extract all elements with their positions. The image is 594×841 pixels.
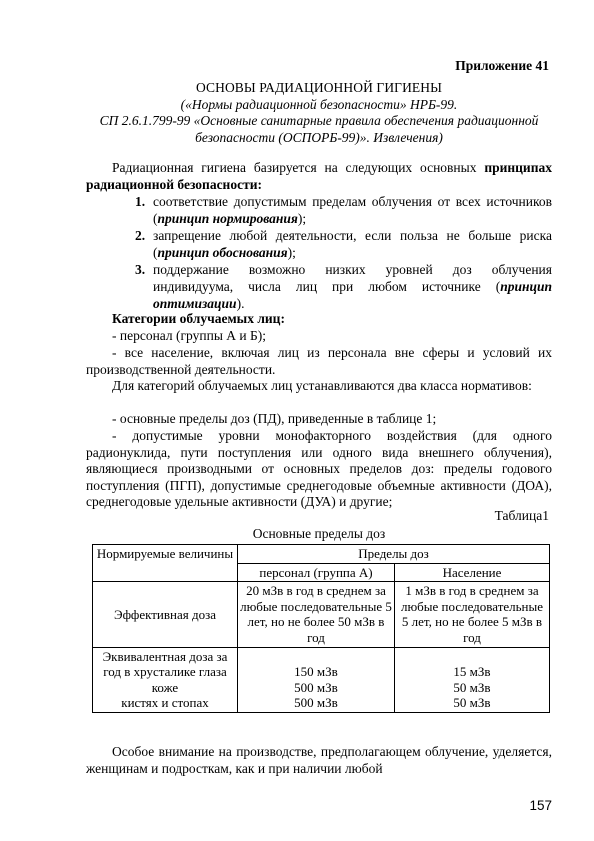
document-title: ОСНОВЫ РАДИАЦИОННОЙ ГИГИЕНЫ [195,80,442,95]
norm-item-1: - основные пределы доз (ПД), приведенные в таблице 1; [112,411,437,426]
table-row [93,582,550,647]
principle-item [135,194,552,227]
personnel-hands-value: 500 мЗв [294,695,338,711]
intro-paragraph [86,160,552,193]
categories-title: Категории облучаемых лиц: [112,311,285,326]
document-subtitle-line-3: безопасности (ОСПОРБ-99)». Извлечения) [195,129,443,145]
equivalent-dose-hands: кистях и стопах [121,695,209,711]
equivalent-dose-lens: Эквивалентная доза за год в хрусталике глаза [102,648,228,680]
principle-number: 1. [135,194,146,209]
table-header-row [93,545,550,564]
principle-item [135,262,552,312]
row-equivalent-dose-name [93,647,238,712]
category-item-population: - все население, включая лиц из персонала вне сферы и условий их производственной деятельности. [86,345,552,377]
page-number: 157 [529,798,552,813]
header-personnel: персонал (группа А) [238,563,395,582]
row-effective-dose-name: Эффективная доза [93,582,238,647]
personnel-lens-value: 150 мЗв [294,664,338,680]
principle-term: принцип нормирования [157,210,298,226]
principle-term: принцип обоснования [157,244,288,260]
table-caption: Основные пределы доз [252,526,386,541]
row-effective-dose-personnel: 20 мЗв в год в среднем за любые последовательные 5 лет, но не более 50 мЗв в год [238,582,395,647]
table-label: Таблица1 [494,508,549,523]
classes-intro: Для категорий облучаемых лиц устанавливаются два класса нормативов: [112,378,532,393]
header-quantity: Нормируемые величины [93,545,238,582]
principle-text: запрещение любой деятельности, если польза не больше риска ( [153,228,552,260]
header-limits: Пределы доз [238,545,550,564]
norm-item-2: - допустимые уровни монофакторного воздействия (для одного радионуклида, пути поступления или одного вида внешнего облучения), являющиеся производными от основных пределов доз: пределы годового поступления (ПГП), допустимые среднегодовые объемные активности (ДОА), среднегодовые удельные активности (ДУА) и другие; [86,428,552,510]
document-header [86,80,552,146]
equivalent-dose-skin: коже [151,679,179,695]
document-subtitle-line-2: СП 2.6.1.799-99 «Основные санитарные правила обеспечения радиационной [99,113,539,129]
principle-end: ); [297,210,307,226]
principles-list [135,194,552,313]
population-skin-value: 50 мЗв [453,679,491,695]
row-equivalent-dose-population [395,647,550,712]
category-item-personnel: - персонал (группы А и Б); [112,328,266,343]
appendix-label: Приложение 41 [455,58,549,73]
row-equivalent-dose-personnel [238,647,395,712]
principle-text: поддержание возможно низких уровней доз облучения индивидуума, числа лиц при любом источнике ( [153,262,552,294]
closing-paragraph: Особое внимание на производстве, предполагающем облучение, уделяется, женщинам и подросткам, как и при наличии любой [86,744,552,776]
table-row [93,647,550,712]
principle-end: ); [287,244,296,260]
principle-text: соответствие допустимым пределам облучения от всех источников ( [153,194,552,226]
principle-number: 3. [135,262,146,278]
principle-number: 2. [135,228,146,244]
document-subtitle-line-1: («Нормы радиационной безопасности» НРБ-99. [180,96,458,112]
personnel-skin-value: 500 мЗв [294,679,338,695]
intro-text: Радиационная гигиена базируется на следующих основных [112,160,485,175]
principle-end: ). [236,295,245,311]
header-population: Население [395,563,550,582]
principle-item [135,228,552,261]
principle-term: принцип оптимизации [153,278,552,311]
dose-limits-table [92,544,550,713]
intro-bold-text: принципах радиационной безопасности: [86,160,552,192]
population-hands-value: 50 мЗв [453,695,491,711]
row-effective-dose-population: 1 мЗв в год в среднем за любые последовательные 5 лет, но не более 5 мЗв в год [395,582,550,647]
population-lens-value: 15 мЗв [453,664,491,680]
